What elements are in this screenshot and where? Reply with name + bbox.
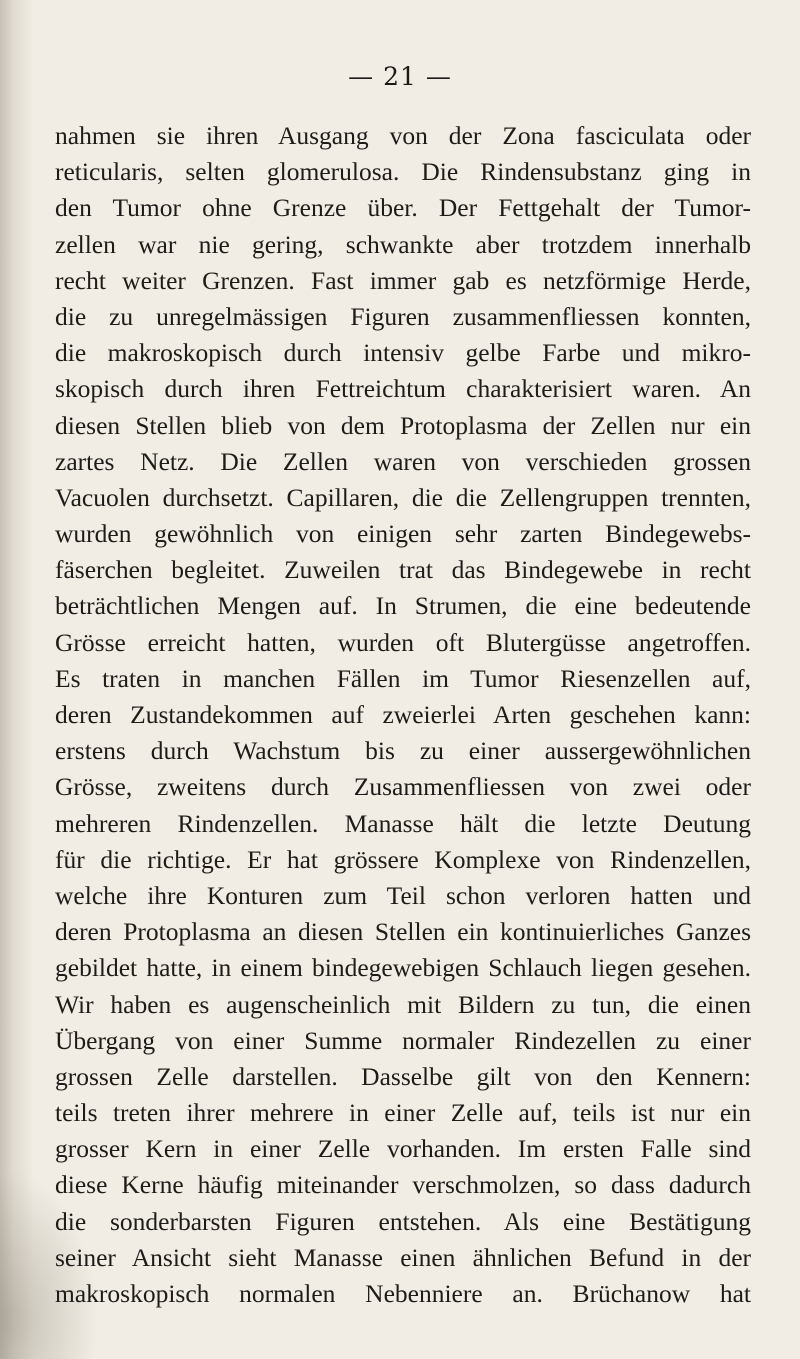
text-line: recht weiter Grenzen. Fast immer gab es netzförmige Herde, <box>55 265 751 295</box>
text-line: diesen Stellen blieb von dem Protoplasma der Zellen nur ein <box>55 410 751 440</box>
text-line: welche ihre Konturen zum Teil schon verloren hatten und <box>55 880 751 910</box>
text-line: makroskopisch normalen Nebenniere an. Brüchanow hat <box>55 1279 751 1308</box>
text-line: fäserchen begleitet. Zuweilen trat das Bindegewebe in recht <box>55 555 751 585</box>
text-line: skopisch durch ihren Fettreichtum charakterisiert waren. An <box>55 374 751 404</box>
text-line: reticularis, selten glomerulosa. Die Rindensubstanz ging in <box>55 157 751 187</box>
text-line: Grösse erreicht hatten, wurden oft Blutergüsse angetroffen. <box>55 627 751 657</box>
text-line: nahmen sie ihren Ausgang von der Zona fasciculata oder <box>55 121 751 150</box>
text-line: teils treten ihrer mehrere in einer Zelle auf, teils ist nur ein <box>55 1098 751 1128</box>
text-line: deren Protoplasma an diesen Stellen ein kontinuierliches Ganzes <box>55 917 751 947</box>
text-line: Übergang von einer Summe normaler Rindezellen zu einer <box>55 1025 751 1055</box>
text-line: die sonderbarsten Figuren entstehen. Als eine Bestätigung <box>55 1206 751 1236</box>
text-line: beträchtlichen Mengen auf. In Strumen, die eine bedeutende <box>55 591 751 621</box>
body-text <box>55 118 751 1312</box>
text-line: wurden gewöhnlich von einigen sehr zarten Bindegewebs- <box>55 519 751 549</box>
page-number-header: — 21 — <box>348 62 452 91</box>
text-line: seiner Ansicht sieht Manasse einen ähnlichen Befund in der <box>55 1242 751 1272</box>
text-line: zellen war nie gering, schwankte aber trotzdem innerhalb <box>55 229 751 259</box>
text-line: die zu unregelmässigen Figuren zusammenfliessen konnten, <box>55 301 751 331</box>
text-line: Vacuolen durchsetzt. Capillaren, die die Zellengruppen trennten, <box>55 482 751 512</box>
text-line: den Tumor ohne Grenze über. Der Fettgehalt der Tumor- <box>55 193 751 223</box>
text-line: Wir haben es augenscheinlich mit Bildern zu tun, die einen <box>55 989 751 1019</box>
text-line: diese Kerne häufig miteinander verschmolzen, so dass dadurch <box>55 1170 751 1200</box>
text-line: mehreren Rindenzellen. Manasse hält die letzte Deutung <box>55 808 751 838</box>
text-line: die makroskopisch durch intensiv gelbe Farbe und mikro- <box>55 338 751 368</box>
text-line: erstens durch Wachstum bis zu einer aussergewöhnlichen <box>55 736 751 766</box>
text-line: Grösse, zweitens durch Zusammenfliessen von zwei oder <box>55 772 751 802</box>
text-line: zartes Netz. Die Zellen waren von verschieden grossen <box>55 446 751 476</box>
text-line: gebildet hatte, in einem bindegewebigen Schlauch liegen gesehen. <box>55 953 751 983</box>
text-line: grossen Zelle darstellen. Dasselbe gilt von den Kennern: <box>55 1061 751 1091</box>
text-line: für die richtige. Er hat grössere Komplexe von Rindenzellen, <box>55 844 751 874</box>
text-line: deren Zustandekommen auf zweierlei Arten geschehen kann: <box>55 700 751 729</box>
text-line: Es traten in manchen Fällen im Tumor Riesenzellen auf, <box>55 663 751 693</box>
text-line: grosser Kern in einer Zelle vorhanden. Im ersten Falle sind <box>55 1134 751 1164</box>
